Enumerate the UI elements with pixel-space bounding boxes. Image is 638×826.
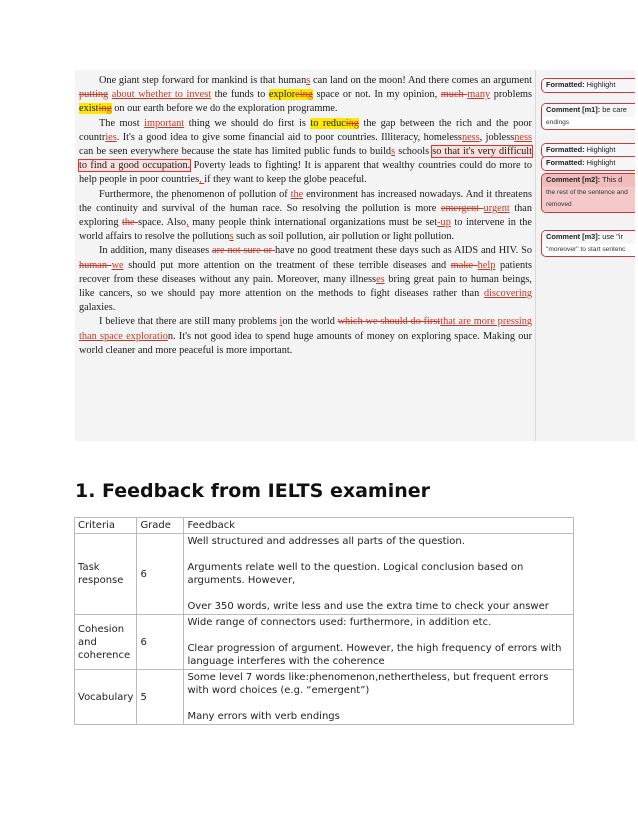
header-criteria: Criteria <box>75 518 137 534</box>
feedback-line: Arguments relate well to the question. Logical conclusion based on arguments. However, <box>187 562 524 586</box>
grade-cell: 5 <box>137 670 184 725</box>
feedback-line: Many errors with verb endings <box>187 711 340 722</box>
feedback-table <box>74 517 574 725</box>
comments-pane <box>535 70 635 441</box>
header-grade: Grade <box>137 518 184 534</box>
table-header-row <box>75 518 574 534</box>
essay-screenshot <box>75 70 635 441</box>
comment-header-label: Formatted: <box>546 145 585 154</box>
comment-balloon-m2[interactable] <box>541 173 635 213</box>
comment-balloon-m3[interactable] <box>541 230 635 257</box>
criteria-cell: Task response <box>75 534 137 615</box>
feedback-line: Clear progression of argument. However, the high frequency of errors with language interferes with the coherence <box>187 643 562 667</box>
essay-paragraph-3: Furthermore, the phenomenon of pollution of the environment has increased nowadays. And it threatens the continuity and survival of the human race. So resolving the pollution is more emergent urgent than exploring the space. Also, many people think international organizations must be set-up to intervene in the world affairs to resolve the pollutions such as soil pollution, air pollution or light pollution. <box>79 188 533 243</box>
table-row-vocabulary <box>75 670 574 725</box>
comment-header-label: Comment [m2]: <box>546 175 601 184</box>
feedback-cell <box>184 670 574 725</box>
comment-balloon-formatted-3[interactable] <box>541 156 635 171</box>
comment-header-label: Comment [m3]: <box>546 232 601 241</box>
criteria-cell: Cohesion and coherence <box>75 615 137 670</box>
comment-balloon-formatted-1[interactable] <box>541 78 635 93</box>
comment-header-text: be care <box>600 105 627 114</box>
feedback-line: Over 350 words, write less and use the extra time to check your answer <box>187 601 549 612</box>
feedback-line: Wide range of connectors used: furthermore, in addition etc. <box>187 617 492 628</box>
feedback-cell <box>184 534 574 615</box>
comment-header-label: Comment [m1]: <box>546 105 601 114</box>
comment-body: endings <box>546 118 570 126</box>
comment-body: the rest of the sentence and <box>542 187 635 200</box>
comment-header-label: Formatted: <box>546 158 585 167</box>
comment-header-text: Highlight <box>584 145 616 154</box>
table-row-cohesion <box>75 615 574 670</box>
header-feedback: Feedback <box>184 518 574 534</box>
comment-header-label: Formatted: <box>546 80 585 89</box>
comment-header-text: Highlight <box>584 158 616 167</box>
essay-paragraph-2: The most important thing we should do first is to reducing the gap between the rich and the poor countries. It's a good idea to give some financial aid to poor countries. Illiteracy, homelessness, joblessness can be seen everywhere because the state has limited public funds to builds schools so that it's very difficult to find a good occupation. Poverty leads to fighting! It is apparent that wealthy countries could do more to help people in poor countries, if they want to keep the globe peaceful. <box>79 117 532 186</box>
essay-paragraph-1: One giant step forward for mankind is that humans can land on the moon! And there comes an argument putting about whether to invest the funds to exploreing space or not. In my opinion, much many problems existing on our earth before we do the exploration programme. <box>79 75 533 115</box>
section-title: 1. Feedback from IELTS examiner <box>75 480 430 502</box>
essay-paragraph-5: I believe that there are still many problems ion the world which we should do firstthat are more pressing than space exploration. It's not good idea to spend huge amounts of money on exploring space. Making our world cleaner and more peaceful is more important. <box>79 316 532 356</box>
feedback-cell <box>184 615 574 670</box>
table-row-task-response <box>75 534 574 615</box>
grade-cell: 6 <box>137 615 184 670</box>
comment-balloon-m1[interactable] <box>541 103 635 130</box>
feedback-line: Some level 7 words like:phenomenon,nethertheless, but frequent errors with word choices (e.g. “emergent”) <box>187 672 549 696</box>
comment-body: "moreover" to start sentenc <box>546 245 626 253</box>
feedback-line: Well structured and addresses all parts of the question. <box>187 536 465 547</box>
comment-body-line-2: removed <box>542 199 635 212</box>
comment-header-text: Highlight <box>584 80 616 89</box>
essay-text <box>79 74 532 358</box>
comment-header-text: This d <box>600 175 623 184</box>
criteria-cell: Vocabulary <box>75 670 137 725</box>
essay-paragraph-4: In addition, many diseases are not sure or have no good treatment these days such as AIDS and HIV. So human we should put more attention on the treatment of these terrible diseases and make help patients recover from these diseases without any pain. Moreover, many illnesses bring great pain to human beings, like cancers, so we should pay more attention on the methods to fight diseases rather than discovering galaxies. <box>79 245 532 314</box>
comment-header-text: use "ir <box>600 232 623 241</box>
grade-cell: 6 <box>137 534 184 615</box>
